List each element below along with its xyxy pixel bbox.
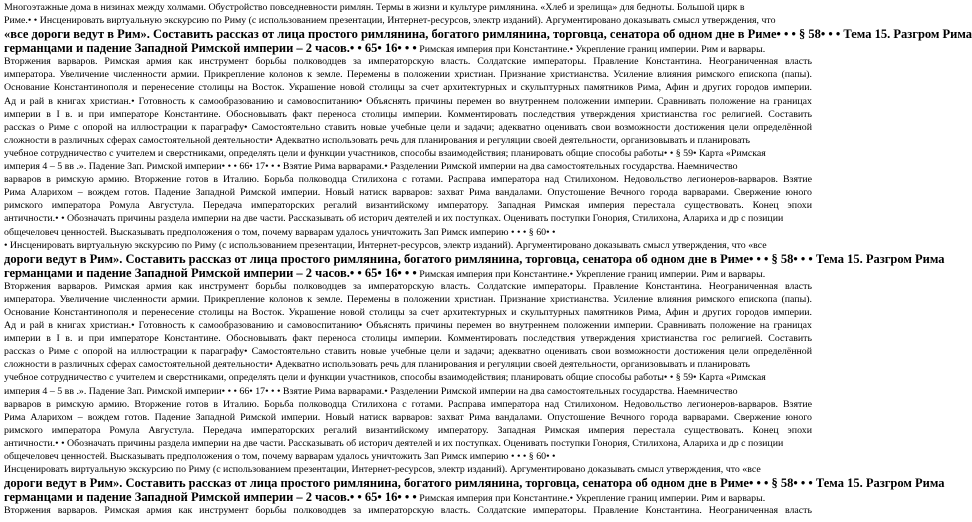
text-line: [4, 372, 812, 384]
line-text: императора. Увеличение численности армии. Прикрепление колонов к земле. Перемены в положении христиан. Признание христианства. Усиление влияния римского епископа (папы).: [4, 293, 812, 305]
text-line: [4, 425, 812, 437]
line-text: германцами и падение Западной Римской империи – 2 часов.• • 65• 16• • •: [4, 265, 417, 280]
text-line: [4, 15, 812, 27]
line-text-rest: Римская империя при Константине.• Укрепление границ империи. Рим и варвары.: [416, 268, 766, 280]
text-line: [4, 82, 812, 94]
text-line: [4, 240, 812, 252]
text-line: [4, 148, 812, 160]
line-text: Инсценировать виртуальную экскурсию по Риму (с использованием презентации, Интернет-ресурсов, электр изданий). Аргументировано доказывать смысл утверждения, что «все: [4, 464, 761, 476]
text-line: [4, 476, 945, 491]
text-line: [4, 122, 812, 134]
line-text: империи в I в. и при императоре Константине. Обосновывать факт переноса столицы империи. Комментировать последствия утверждения христианства гос религией. Составить: [4, 108, 812, 120]
line-text: императора. Увеличение численности армии. Прикрепление колонов к земле. Перемены в положении христиан. Признание христианства. Усиление влияния римского епископа (папы).: [4, 69, 812, 81]
text-line: [4, 200, 812, 212]
topic-heading: Тема 15. Разгром Рима: [812, 251, 945, 266]
line-text: рассказ о Риме с опорой на иллюстрации к параграфу• Самостоятельно ставить новые учебные цели и задачи; адекватно оценивать свои возможности достижения цели определённой: [4, 121, 812, 133]
line-text-rest: Римская империя при Константине.• Укрепление границ империи. Рим и варвары.: [416, 44, 766, 56]
line-text: «все дороги ведут в Рим». Составить рассказ от лица простого римлянина, богатого римлянина, торговца, сенатора об одном дне в Риме• • • § 58• • •: [4, 27, 841, 42]
text-line: [4, 27, 972, 42]
text-line: [4, 161, 812, 173]
text-line: [4, 227, 812, 239]
text-line: [4, 109, 812, 121]
text-line: [4, 187, 812, 199]
line-text: Вторжения варваров. Римская армия как инструмент борьбы полководцев за императорскую власть. Солдатские императоры. Правление Константина. Неограниченная власть: [4, 505, 812, 517]
line-text: германцами и падение Западной Римской империи – 2 часов.• • 65• 16• • •: [4, 41, 417, 56]
line-text: античности.• • Обозначать причины раздела империи на две части. Рассказывать об историч деятелей и их поступках. Оценивать поступки Гонория, Стилихона, Алариха и др с позиции: [4, 437, 784, 449]
line-text: Вторжения варваров. Римская армия как инструмент борьбы полководцев за императорскую власть. Солдатские императоры. Правление Константина. Неограниченная власть: [4, 56, 812, 68]
line-text: Вторжения варваров. Римская армия как инструмент борьбы полководцев за императорскую власть. Солдатские императоры. Правление Константина. Неограниченная власть: [4, 280, 812, 292]
text-line: [4, 42, 812, 56]
line-text: германцами и падение Западной Римской империи – 2 часов.• • 65• 16• • •: [4, 490, 417, 505]
text-line: [4, 399, 812, 411]
text-line: [4, 307, 812, 319]
line-text: Рима Аларихом – вождем готов. Падение Западной Римской империи. Новый натиск варваров: захват Рима вандалами. Опустошение Вечного города варварами. Свержение юного: [4, 411, 812, 423]
text-line: [4, 69, 812, 81]
line-text: Ад и рай в книгах христиан.• Готовность к самообразованию и самовоспитанию• Объяснять причины перемен во внутреннем положении империи. Сравнивать положение на границах: [4, 95, 812, 107]
line-text: античности.• • Обозначать причины раздела империи на две части. Рассказывать об историч деятелей и их поступках. Оценивать поступки Гонория, Стилихона, Алариха и др с позиции: [4, 213, 784, 225]
text-line: [4, 56, 812, 68]
line-text: империя 4 – 5 вв .». Падение Зап. Римской империи• • • 66• 17• • • Взятие Рима варварами.• Разделении Римской империи на два самостоятельных государства. Наемничество: [4, 161, 738, 172]
line-text: сложности в различных сферах самостоятельной деятельности• Адекватно использовать речь для планирования и регуляции своей деятельности, организовывать и планировать: [4, 134, 751, 146]
line-text: Многоэтажные дома в низинах между холмами. Обустройство повседневности римлян. Термы в жизни и культуре римлянина. «Хлеб и зрелища» для бедноты. Большой цирк в: [4, 2, 745, 13]
line-text: Основание Константинополя и перенесение столицы на Восток. Украшение новой столицы за счет архитектурных и скульптурных памятников Рима, Афин и других городов империи.: [4, 306, 812, 318]
line-text: Ад и рай в книгах христиан.• Готовность к самообразованию и самовоспитанию• Объяснять причины перемен во внутреннем положении империи. Сравнивать положение на границах: [4, 320, 812, 331]
text-line: [4, 346, 812, 358]
line-text: дороги ведут в Рим». Составить рассказ от лица простого римлянина, богатого римлянина, торговца, сенатора об одном дне в Риме• • • § 58• • •: [4, 476, 813, 491]
line-text: общечеловеч ценностей. Высказывать предположения о том, почему варварам удалось уничтожить Зап Римск империю • • • § 60• •: [4, 451, 556, 462]
line-text: общечеловеч ценностей. Высказывать предположения о том, почему варварам удалось уничтожить Зап Римск империю • • • § 60• •: [4, 226, 556, 238]
text-line: [4, 2, 812, 14]
line-text: • Инсценировать виртуальную экскурсию по Риму (с использованием презентации, Интернет-ресурсов, электр изданий). Аргументировано доказывать смысл утверждения, что «все: [4, 239, 767, 251]
text-line: [4, 491, 812, 505]
text-line: [4, 505, 812, 517]
text-line: [4, 135, 812, 147]
text-line: [4, 251, 945, 267]
text-line: [4, 359, 812, 371]
topic-heading: Тема 15. Разгром Рима: [812, 476, 945, 491]
text-line: [4, 320, 812, 332]
text-line: [4, 267, 812, 281]
text-line: [4, 438, 812, 450]
line-text: римского императора Ромула Августула. Передача императорских регалий византийскому императору. Западная Римская империя перестала существовать. Конец эпохи: [4, 200, 812, 212]
line-text: рассказ о Риме с опорой на иллюстрации к параграфу• Самостоятельно ставить новые учебные цели и задачи; адекватно оценивать свои возможности достижения цели определённой: [4, 346, 812, 358]
text-line: [4, 464, 812, 476]
text-line: [4, 333, 812, 345]
text-line: [4, 386, 812, 398]
line-text: варваров в римскую армию. Вторжение готов в Италию. Борьба полководца Стилихона с готами. Расправа императора над Стилихоном. Недовольство легионеров-варваров. Взятие: [4, 398, 812, 410]
line-text: дороги ведут в Рим». Составить рассказ от лица простого римлянина, богатого римлянина, торговца, сенатора об одном дне в Риме• • • § 58• • •: [4, 251, 813, 266]
text-line: [4, 213, 812, 225]
line-text: Рима Аларихом – вождем готов. Падение Западной Римской империи. Новый натиск варваров: захват Рима вандалами. Опустошение Вечного города варварами. Свержение юного: [4, 187, 812, 199]
line-text: учебное сотрудничество с учителем и сверстниками, определять цели и функции участников, способы взаимодействия; планировать общие способы работы• • § 59• Карта «Римская: [4, 147, 766, 159]
text-line: [4, 174, 812, 186]
line-text: Риме.• • Инсценировать виртуальную экскурсию по Риму (с использованием презентации, Интернет-ресурсов, электр изданий). Аргументировано доказывать смысл утверждения, что: [4, 15, 776, 27]
text-line: [4, 96, 812, 108]
text-line: [4, 281, 812, 293]
line-text: сложности в различных сферах самостоятельной деятельности• Адекватно использовать речь для планирования и регуляции своей деятельности, организовывать и планировать: [4, 359, 751, 371]
line-text: учебное сотрудничество с учителем и сверстниками, определять цели и функции участников, способы взаимодействия; планировать общие способы работы• • § 59• Карта «Римская: [4, 372, 766, 384]
line-text: римского императора Ромула Августула. Передача императорских регалий византийскому императору. Западная Римская империя перестала существовать. Конец эпохи: [4, 424, 812, 436]
text-line: [4, 451, 812, 463]
topic-heading: Тема 15. Разгром Рима: [840, 27, 972, 42]
line-text: империи в I в. и при императоре Константине. Обосновывать факт переноса столицы империи. Комментировать последствия утверждения христианства гос религией. Составить: [4, 333, 812, 345]
line-text: империя 4 – 5 вв .». Падение Зап. Римской империи• • • 66• 17• • • Взятие Рима варварами.• Разделении Римской империи на два самостоятельных государства. Наемничество: [4, 385, 738, 397]
text-line: [4, 412, 812, 424]
line-text: Основание Константинополя и перенесение столицы на Восток. Украшение новой столицы за счет архитектурных и скульптурных памятников Рима, Афин и других городов империи.: [4, 82, 812, 94]
line-text: варваров в римскую армию. Вторжение готов в Италию. Борьба полководца Стилихона с готами. Расправа императора над Стилихоном. Недовольство легионеров-варваров. Взятие: [4, 174, 812, 186]
line-text-rest: Римская империя при Константине.• Укрепление границ империи. Рим и варвары.: [416, 493, 766, 505]
text-line: [4, 294, 812, 306]
